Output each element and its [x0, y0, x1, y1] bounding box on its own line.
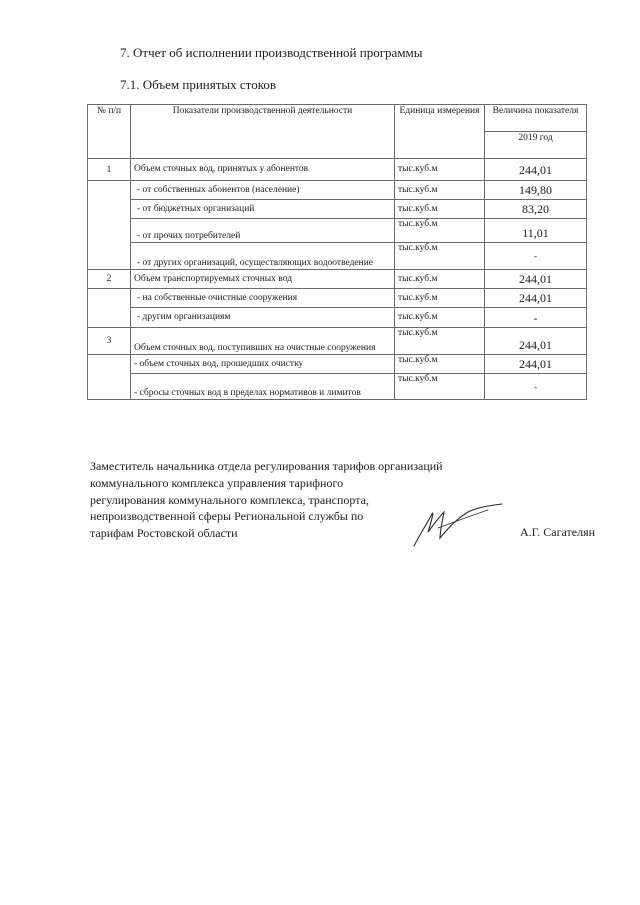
table-row	[88, 200, 587, 219]
row-unit: тыс.куб.м	[395, 355, 485, 374]
table-row	[88, 355, 587, 374]
row-indicator: - от других организаций, осуществляющих водоотведение	[131, 243, 395, 270]
table-row	[88, 308, 587, 328]
row-value: 149,80	[485, 181, 587, 200]
signatory-line: непроизводственной сферы Региональной службы по	[90, 509, 364, 524]
row-indicator: Объем транспортируемых сточных вод	[131, 270, 395, 289]
signatory-line: тарифам Ростовской области	[90, 526, 238, 541]
row-num: 2	[88, 270, 131, 289]
row-num-group	[88, 355, 131, 400]
row-unit: тыс.куб.м	[395, 374, 485, 400]
subsection-title: 7.1. Объем принятых стоков	[120, 77, 276, 92]
header-value: Величина показателя	[485, 105, 587, 132]
row-unit: тыс.куб.м	[395, 159, 485, 181]
row-unit: тыс.куб.м	[395, 243, 485, 270]
row-indicator: - от собственных абонентов (население)	[131, 181, 395, 200]
row-value: 244,01	[485, 328, 587, 355]
row-indicator: - объем сточных вод, прошедших очистку	[131, 355, 395, 374]
table-row	[88, 270, 587, 289]
row-unit: тыс.куб.м	[395, 289, 485, 308]
section-title: 7. Отчет об исполнении производственной программы	[120, 45, 423, 60]
row-num: 3	[88, 328, 131, 355]
row-indicator: Объем сточных вод, принятых у абонентов	[131, 159, 395, 181]
signatory-line: коммунального комплекса управления тарифного	[90, 475, 344, 490]
row-indicator: - от прочих потребителей	[131, 219, 395, 243]
table-row	[88, 181, 587, 200]
table-row	[88, 328, 587, 355]
row-value: -	[485, 374, 587, 400]
row-indicator: Объем сточных вод, поступивших на очистные сооружения	[131, 328, 395, 355]
row-num: 1	[88, 159, 131, 181]
row-unit: тыс.куб.м	[395, 328, 485, 355]
row-indicator: - от бюджетных организаций	[131, 200, 395, 219]
handwritten-signature	[410, 502, 510, 550]
row-value: 244,01	[485, 270, 587, 289]
row-indicator: - другим организациям	[131, 308, 395, 328]
row-unit: тыс.куб.м	[395, 219, 485, 243]
row-unit: тыс.куб.м	[395, 200, 485, 219]
row-num-group	[88, 181, 131, 270]
row-value: -	[485, 308, 587, 328]
row-value: 244,01	[485, 289, 587, 308]
row-unit: тыс.куб.м	[395, 308, 485, 328]
row-value: 244,01	[485, 355, 587, 374]
row-value: -	[485, 243, 587, 270]
table-row	[88, 243, 587, 270]
table-row	[88, 219, 587, 243]
header-num: № п/п	[88, 105, 131, 159]
header-indicator: Показатели производственной деятельности	[131, 105, 395, 159]
production-report-table	[87, 104, 587, 400]
signatory-line: регулирования коммунального комплекса, транспорта,	[90, 492, 369, 507]
row-unit: тыс.куб.м	[395, 181, 485, 200]
header-year: 2019 год	[485, 132, 587, 159]
header-unit: Единица измерения	[395, 105, 485, 159]
row-value: 83,20	[485, 200, 587, 219]
signatory-name: А.Г. Сагателян	[520, 525, 596, 539]
row-value: 244,01	[485, 159, 587, 181]
table-row	[88, 289, 587, 308]
table-row	[88, 374, 587, 400]
table-row	[88, 159, 587, 181]
row-unit: тыс.куб.м	[395, 270, 485, 289]
signatory-line: Заместитель начальника отдела регулирования тарифов организаций	[90, 459, 443, 473]
row-value: 11,01	[485, 219, 587, 243]
row-indicator: - сбросы сточных вод в пределах нормативов и лимитов	[131, 374, 395, 400]
row-indicator: - на собственные очистные сооружения	[131, 289, 395, 308]
row-num-group	[88, 289, 131, 328]
